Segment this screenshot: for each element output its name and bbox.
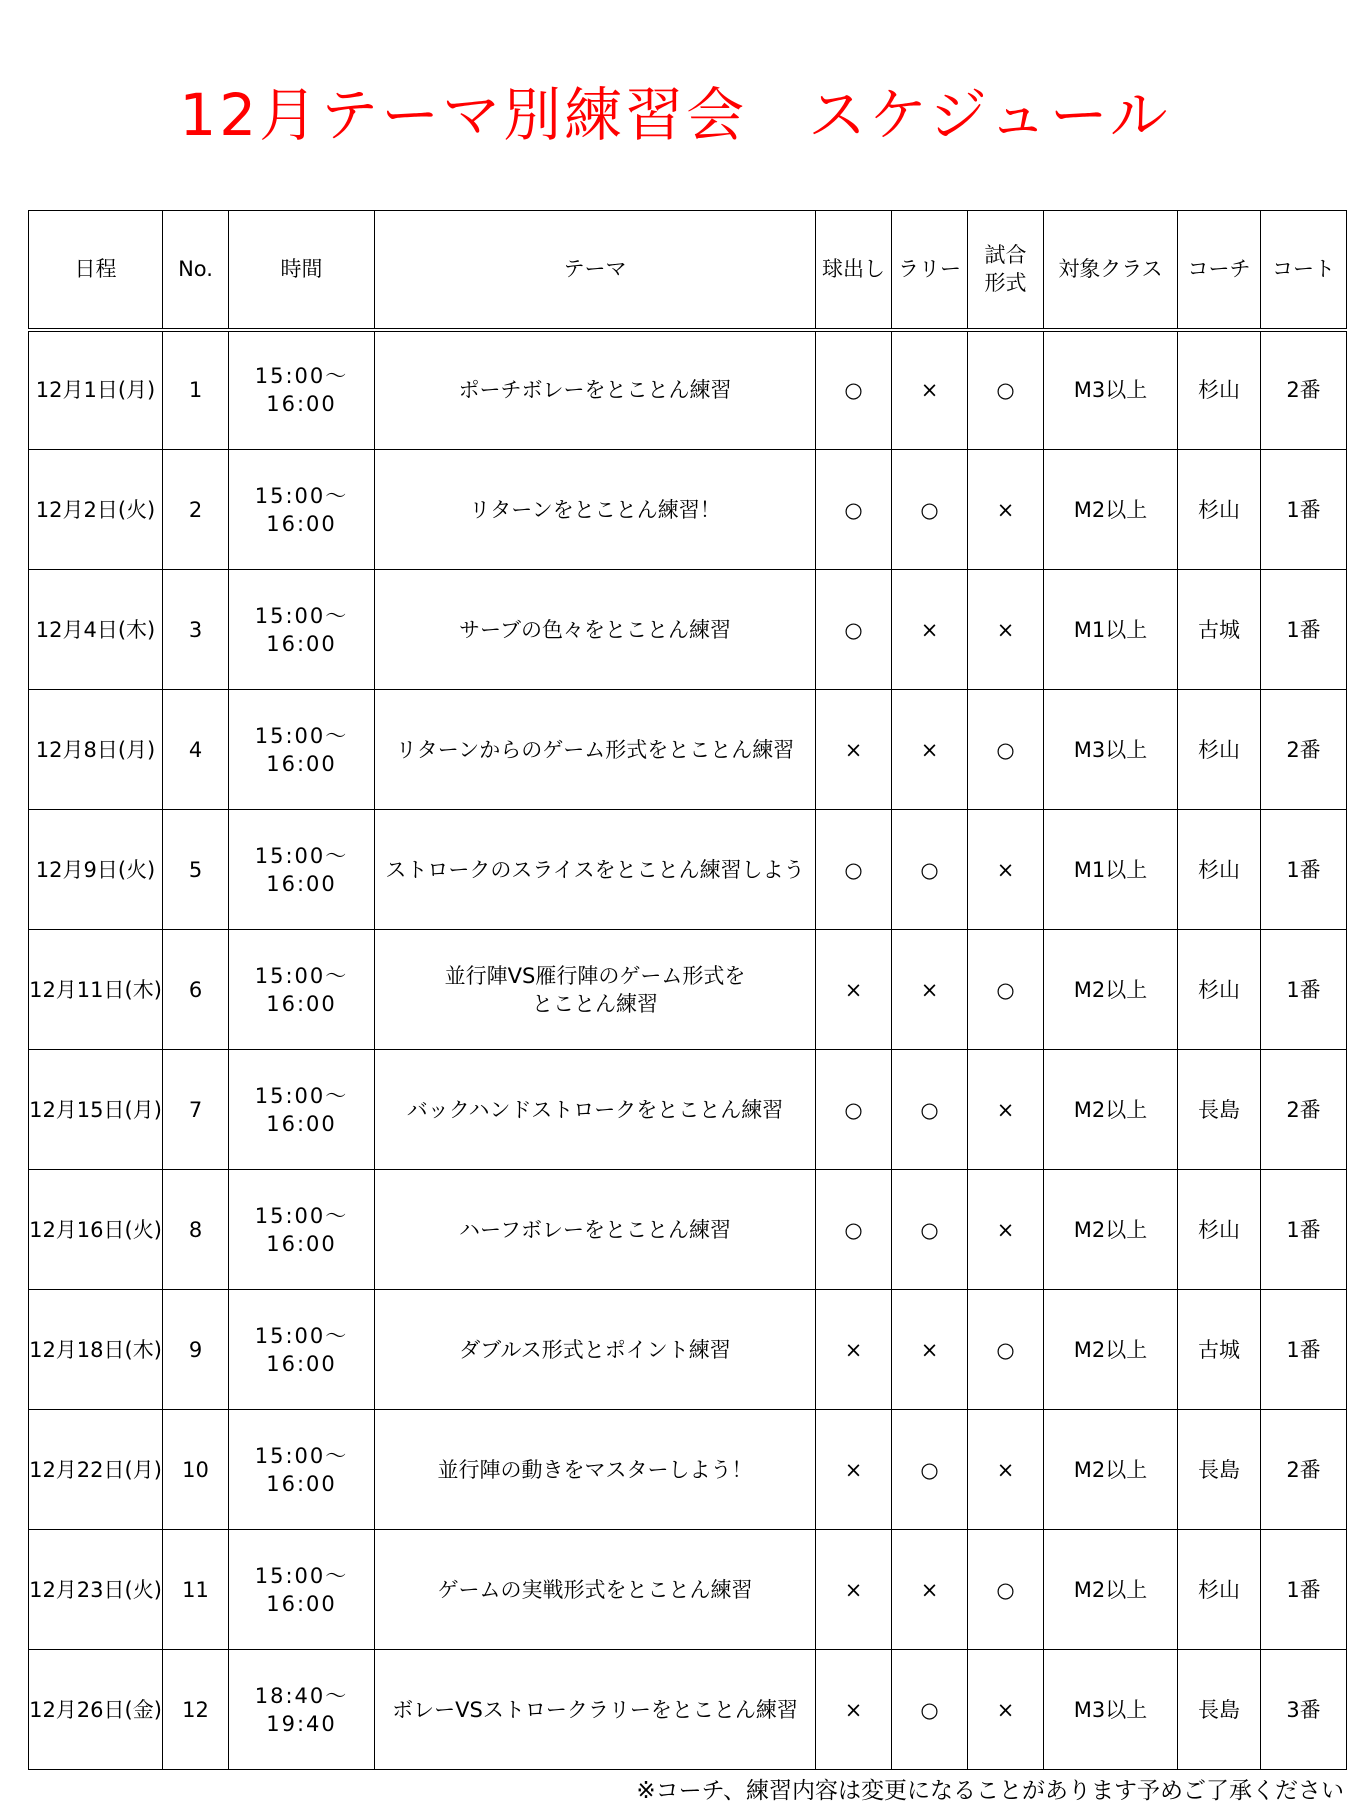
header-no: No.: [163, 211, 229, 330]
table-row: [29, 1170, 1347, 1290]
court-cell: 2番: [1261, 330, 1347, 450]
court-cell: 1番: [1261, 570, 1347, 690]
rally-mark: ○: [892, 810, 968, 930]
date-cell: 12月16日(火): [29, 1170, 163, 1290]
no-cell: 1: [163, 330, 229, 450]
ball-mark: ×: [816, 930, 892, 1050]
match-mark: ×: [968, 450, 1044, 570]
table-row: [29, 1650, 1347, 1770]
rally-mark: ○: [892, 1050, 968, 1170]
header-row: [29, 211, 1347, 330]
no-cell: 12: [163, 1650, 229, 1770]
no-cell: 11: [163, 1530, 229, 1650]
table-row: [29, 1290, 1347, 1410]
ball-mark: ×: [816, 1290, 892, 1410]
class-cell: M3以上: [1044, 1650, 1178, 1770]
table-row: [29, 810, 1347, 930]
no-cell: 8: [163, 1170, 229, 1290]
match-mark: ○: [968, 330, 1044, 450]
class-cell: M2以上: [1044, 1050, 1178, 1170]
schedule-table: [28, 210, 1347, 1770]
header-coach: コーチ: [1178, 211, 1261, 330]
match-mark: ○: [968, 1290, 1044, 1410]
theme-cell: リターンからのゲーム形式をとことん練習: [375, 690, 816, 810]
date-cell: 12月2日(火): [29, 450, 163, 570]
theme-cell: バックハンドストロークをとことん練習: [375, 1050, 816, 1170]
ball-mark: ○: [816, 810, 892, 930]
theme-cell: ハーフボレーをとことん練習: [375, 1170, 816, 1290]
coach-cell: 杉山: [1178, 450, 1261, 570]
theme-cell: ゲームの実戦形式をとことん練習: [375, 1530, 816, 1650]
table-row: [29, 930, 1347, 1050]
page-title: 12月テーマ別練習会 スケジュール: [179, 81, 1171, 149]
date-cell: 12月8日(月): [29, 690, 163, 810]
ball-mark: ○: [816, 330, 892, 450]
time-cell: 18:40〜19:40: [229, 1650, 375, 1770]
ball-mark: ○: [816, 1050, 892, 1170]
ball-mark: ○: [816, 570, 892, 690]
coach-cell: 長島: [1178, 1050, 1261, 1170]
theme-cell: ポーチボレーをとことん練習: [375, 330, 816, 450]
theme-cell: ボレーVSストロークラリーをとことん練習: [375, 1650, 816, 1770]
footnote: ※コーチ、練習内容は変更になることがあります予めご了承ください: [636, 1778, 1344, 1804]
no-cell: 6: [163, 930, 229, 1050]
ball-mark: ×: [816, 1410, 892, 1530]
no-cell: 4: [163, 690, 229, 810]
no-cell: 5: [163, 810, 229, 930]
date-cell: 12月22日(月): [29, 1410, 163, 1530]
time-cell: 15:00〜16:00: [229, 1410, 375, 1530]
rally-mark: ×: [892, 930, 968, 1050]
coach-cell: 杉山: [1178, 1530, 1261, 1650]
time-cell: 15:00〜16:00: [229, 450, 375, 570]
ball-mark: ×: [816, 690, 892, 810]
class-cell: M3以上: [1044, 330, 1178, 450]
court-cell: 2番: [1261, 1410, 1347, 1530]
no-cell: 10: [163, 1410, 229, 1530]
match-mark: ×: [968, 1170, 1044, 1290]
table-row: [29, 450, 1347, 570]
class-cell: M2以上: [1044, 1410, 1178, 1530]
time-cell: 15:00〜16:00: [229, 1290, 375, 1410]
table-row: [29, 1410, 1347, 1530]
rally-mark: ×: [892, 690, 968, 810]
no-cell: 7: [163, 1050, 229, 1170]
header-match: 試合 形式: [968, 211, 1044, 330]
match-mark: ×: [968, 1050, 1044, 1170]
time-cell: 15:00〜16:00: [229, 930, 375, 1050]
court-cell: 1番: [1261, 930, 1347, 1050]
table-row: [29, 1530, 1347, 1650]
ball-mark: ○: [816, 1170, 892, 1290]
coach-cell: 杉山: [1178, 1170, 1261, 1290]
no-cell: 2: [163, 450, 229, 570]
header-court: コート: [1261, 211, 1347, 330]
date-cell: 12月9日(火): [29, 810, 163, 930]
rally-mark: ○: [892, 450, 968, 570]
theme-cell: ダブルス形式とポイント練習: [375, 1290, 816, 1410]
court-cell: 1番: [1261, 450, 1347, 570]
date-cell: 12月11日(木): [29, 930, 163, 1050]
class-cell: M2以上: [1044, 930, 1178, 1050]
header-date: 日程: [29, 211, 163, 330]
table-row: [29, 330, 1347, 450]
coach-cell: 杉山: [1178, 690, 1261, 810]
theme-cell: 並行陣の動きをマスターしよう！: [375, 1410, 816, 1530]
coach-cell: 古城: [1178, 570, 1261, 690]
rally-mark: ○: [892, 1170, 968, 1290]
class-cell: M3以上: [1044, 690, 1178, 810]
coach-cell: 古城: [1178, 1290, 1261, 1410]
rally-mark: ×: [892, 1290, 968, 1410]
theme-cell: 並行陣VS雁行陣のゲーム形式を とことん練習: [375, 930, 816, 1050]
match-mark: ×: [968, 1410, 1044, 1530]
ball-mark: ×: [816, 1650, 892, 1770]
court-cell: 1番: [1261, 810, 1347, 930]
no-cell: 9: [163, 1290, 229, 1410]
time-cell: 15:00〜16:00: [229, 330, 375, 450]
coach-cell: 長島: [1178, 1410, 1261, 1530]
time-cell: 15:00〜16:00: [229, 1530, 375, 1650]
time-cell: 15:00〜16:00: [229, 810, 375, 930]
match-mark: ○: [968, 1530, 1044, 1650]
header-class: 対象クラス: [1044, 211, 1178, 330]
match-mark: ×: [968, 1650, 1044, 1770]
no-cell: 3: [163, 570, 229, 690]
class-cell: M2以上: [1044, 1530, 1178, 1650]
theme-cell: リターンをとことん練習！: [375, 450, 816, 570]
court-cell: 2番: [1261, 1050, 1347, 1170]
table-row: [29, 570, 1347, 690]
court-cell: 1番: [1261, 1530, 1347, 1650]
date-cell: 12月18日(木): [29, 1290, 163, 1410]
header-rally: ラリー: [892, 211, 968, 330]
class-cell: M2以上: [1044, 1170, 1178, 1290]
rally-mark: ○: [892, 1650, 968, 1770]
table-row: [29, 1050, 1347, 1170]
theme-cell: ストロークのスライスをとことん練習しよう: [375, 810, 816, 930]
match-mark: ×: [968, 570, 1044, 690]
rally-mark: ×: [892, 330, 968, 450]
coach-cell: 杉山: [1178, 810, 1261, 930]
time-cell: 15:00〜16:00: [229, 690, 375, 810]
time-cell: 15:00〜16:00: [229, 1050, 375, 1170]
coach-cell: 杉山: [1178, 930, 1261, 1050]
date-cell: 12月4日(木): [29, 570, 163, 690]
court-cell: 1番: [1261, 1290, 1347, 1410]
rally-mark: ×: [892, 1530, 968, 1650]
class-cell: M1以上: [1044, 810, 1178, 930]
match-mark: ×: [968, 810, 1044, 930]
header-theme: テーマ: [375, 211, 816, 330]
coach-cell: 長島: [1178, 1650, 1261, 1770]
theme-cell: サーブの色々をとことん練習: [375, 570, 816, 690]
class-cell: M2以上: [1044, 1290, 1178, 1410]
header-ball: 球出し: [816, 211, 892, 330]
rally-mark: ×: [892, 570, 968, 690]
court-cell: 1番: [1261, 1170, 1347, 1290]
date-cell: 12月1日(月): [29, 330, 163, 450]
table-row: [29, 690, 1347, 810]
class-cell: M2以上: [1044, 450, 1178, 570]
coach-cell: 杉山: [1178, 330, 1261, 450]
date-cell: 12月23日(火): [29, 1530, 163, 1650]
ball-mark: ×: [816, 1530, 892, 1650]
match-mark: ○: [968, 930, 1044, 1050]
date-cell: 12月26日(金): [29, 1650, 163, 1770]
time-cell: 15:00〜16:00: [229, 1170, 375, 1290]
court-cell: 2番: [1261, 690, 1347, 810]
date-cell: 12月15日(月): [29, 1050, 163, 1170]
match-mark: ○: [968, 690, 1044, 810]
class-cell: M1以上: [1044, 570, 1178, 690]
ball-mark: ○: [816, 450, 892, 570]
header-time: 時間: [229, 211, 375, 330]
court-cell: 3番: [1261, 1650, 1347, 1770]
time-cell: 15:00〜16:00: [229, 570, 375, 690]
rally-mark: ○: [892, 1410, 968, 1530]
